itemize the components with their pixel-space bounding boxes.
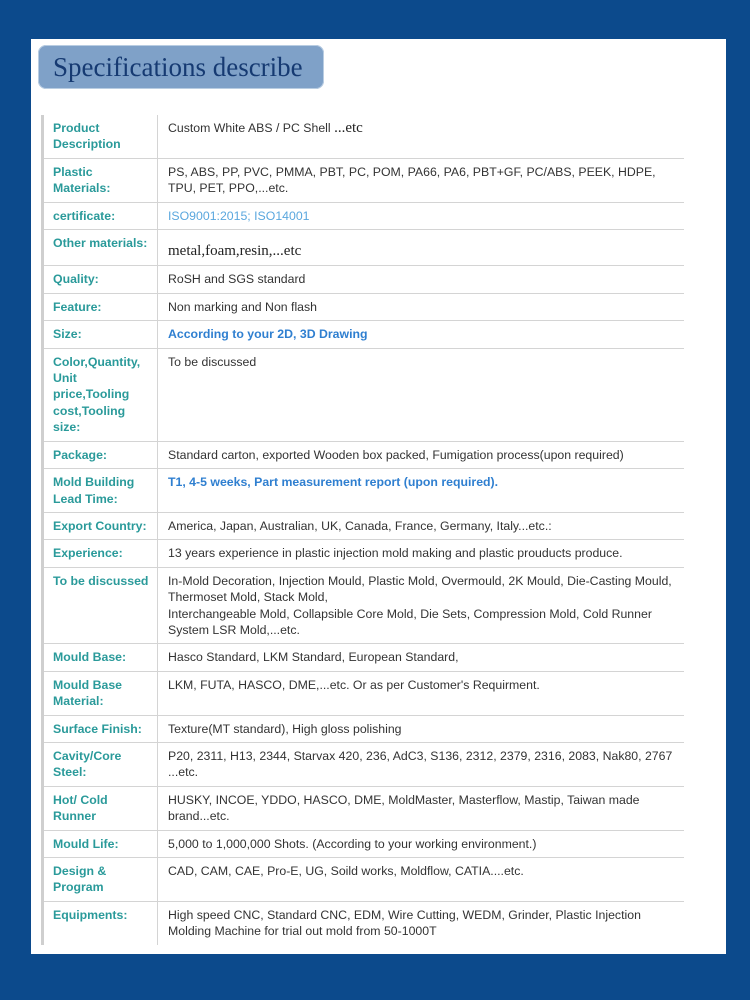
spec-value (158, 858, 685, 902)
spec-value (158, 230, 685, 266)
spec-value-text: Standard carton, exported Wooden box packed, Fumigation process(upon required) (168, 447, 624, 462)
spec-label: Feature: (43, 293, 158, 320)
spec-value-text: In-Mold Decoration, Injection Mould, Plastic Mold, Overmould, 2K Mould, Die-Casting Mould, Thermoset Mold, Stack Mold, (168, 573, 672, 605)
spec-label: Other materials: (43, 230, 158, 266)
spec-label: Experience: (43, 540, 158, 567)
spec-value (158, 321, 685, 348)
spec-label: Hot/ Cold Runner (43, 786, 158, 830)
spec-value (158, 158, 685, 202)
spec-value (158, 202, 685, 229)
spec-value (158, 441, 685, 468)
spec-label: Mold Building Lead Time: (43, 469, 158, 513)
table-row (43, 901, 685, 944)
spec-label: Product Description (43, 115, 158, 158)
table-row (43, 441, 685, 468)
spec-value (158, 348, 685, 441)
spec-label: Mould Base: (43, 644, 158, 671)
table-row (43, 348, 685, 441)
spec-value-text: PS, ABS, PP, PVC, PMMA, PBT, PC, POM, PA66, PA6, PBT+GF, PC/ABS, PEEK, HDPE, TPU, PET, PPO,...etc. (168, 164, 656, 196)
spec-value-text: Interchangeable Mold, Collapsible Core Mold, Die Sets, Compression Mold, Cold Runner System LSR Mold,...etc. (168, 606, 652, 637)
spec-label: Color,Quantity, Unit price,Tooling cost,Tooling size: (43, 348, 158, 441)
spec-value (158, 786, 685, 830)
spec-value (158, 115, 685, 158)
spec-value (158, 671, 685, 715)
spec-value-text: Non marking and Non flash (168, 299, 318, 314)
spec-value (158, 512, 685, 539)
spec-value-text: America, Japan, Australian, UK, Canada, France, Germany, Italy...etc.: (168, 518, 552, 533)
spec-value-text: ...etc (334, 120, 363, 136)
table-row (43, 202, 685, 229)
table-row (43, 858, 685, 902)
spec-value-text: HUSKY, INCOE, YDDO, HASCO, DME, MoldMaster, Masterflow, Mastip, Taiwan made brand...etc. (168, 792, 640, 824)
spec-label: Cavity/Core Steel: (43, 742, 158, 786)
page-title: Specifications describe (53, 52, 303, 82)
spec-value-text: RoSH and SGS standard (168, 272, 306, 287)
table-row (43, 115, 685, 158)
spec-label: Surface Finish: (43, 715, 158, 742)
spec-value-text: Texture(MT standard), High gloss polishing (168, 721, 402, 736)
spec-table (41, 115, 684, 945)
title-badge (38, 45, 324, 89)
table-row (43, 469, 685, 513)
table-row (43, 540, 685, 567)
spec-value-text: metal,foam,resin,...etc (168, 243, 302, 260)
spec-value-text: CAD, CAM, CAE, Pro-E, UG, Soild works, Moldflow, CATIA....etc. (168, 864, 524, 878)
spec-value-text: T1, 4-5 weeks, Part measurement report (upon required). (168, 475, 499, 490)
spec-label: Package: (43, 441, 158, 468)
spec-value (158, 567, 685, 644)
spec-value-text: LKM, FUTA, HASCO, DME,...etc. Or as per Customer's Requirment. (168, 677, 540, 692)
table-row (43, 266, 685, 293)
spec-value-text: 5,000 to 1,000,000 Shots. (According to your working environment.) (168, 836, 537, 851)
spec-value (158, 901, 685, 944)
spec-value (158, 644, 685, 671)
spec-label: Quality: (43, 266, 158, 293)
spec-label: To be discussed (43, 567, 158, 644)
table-row (43, 671, 685, 715)
spec-value (158, 293, 685, 320)
spec-label: Export Country: (43, 512, 158, 539)
spec-value (158, 266, 685, 293)
table-row (43, 644, 685, 671)
table-row (43, 715, 685, 742)
spec-value (158, 469, 685, 513)
spec-value-text: High speed CNC, Standard CNC, EDM, Wire Cutting, WEDM, Grinder, Plastic Injection Molding Machine for trial out mold from 50-1000T (168, 907, 641, 939)
spec-label: Mould Life: (43, 830, 158, 857)
spec-value-text: Custom White ABS / PC Shell (168, 121, 335, 135)
table-row (43, 321, 685, 348)
spec-value-text: ISO9001:2015; ISO14001 (168, 208, 310, 223)
spec-value (158, 715, 685, 742)
spec-label: Mould Base Material: (43, 671, 158, 715)
table-row (43, 742, 685, 786)
spec-value (158, 742, 685, 786)
spec-value-text: To be discussed (168, 354, 257, 369)
table-row (43, 158, 685, 202)
spec-value-text: Hasco Standard, LKM Standard, European Standard, (168, 650, 459, 665)
table-row (43, 512, 685, 539)
spec-label: certificate: (43, 202, 158, 229)
spec-value (158, 540, 685, 567)
table-row (43, 293, 685, 320)
table-row (43, 830, 685, 857)
table-row (43, 786, 685, 830)
spec-sheet (31, 39, 726, 954)
spec-value-text: P20, 2311, H13, 2344, Starvax 420, 236, AdC3, S136, 2312, 2379, 2316, 2083, Nak80, 2767 ...etc. (168, 748, 673, 780)
table-row (43, 567, 685, 644)
table-row (43, 230, 685, 266)
spec-label: Design & Program (43, 858, 158, 902)
spec-value-text: 13 years experience in plastic injection mold making and plastic prouducts produce. (168, 546, 623, 561)
spec-label: Plastic Materials: (43, 158, 158, 202)
spec-value (158, 830, 685, 857)
spec-value-text: According to your 2D, 3D Drawing (168, 327, 368, 342)
spec-label: Equipments: (43, 901, 158, 944)
spec-label: Size: (43, 321, 158, 348)
